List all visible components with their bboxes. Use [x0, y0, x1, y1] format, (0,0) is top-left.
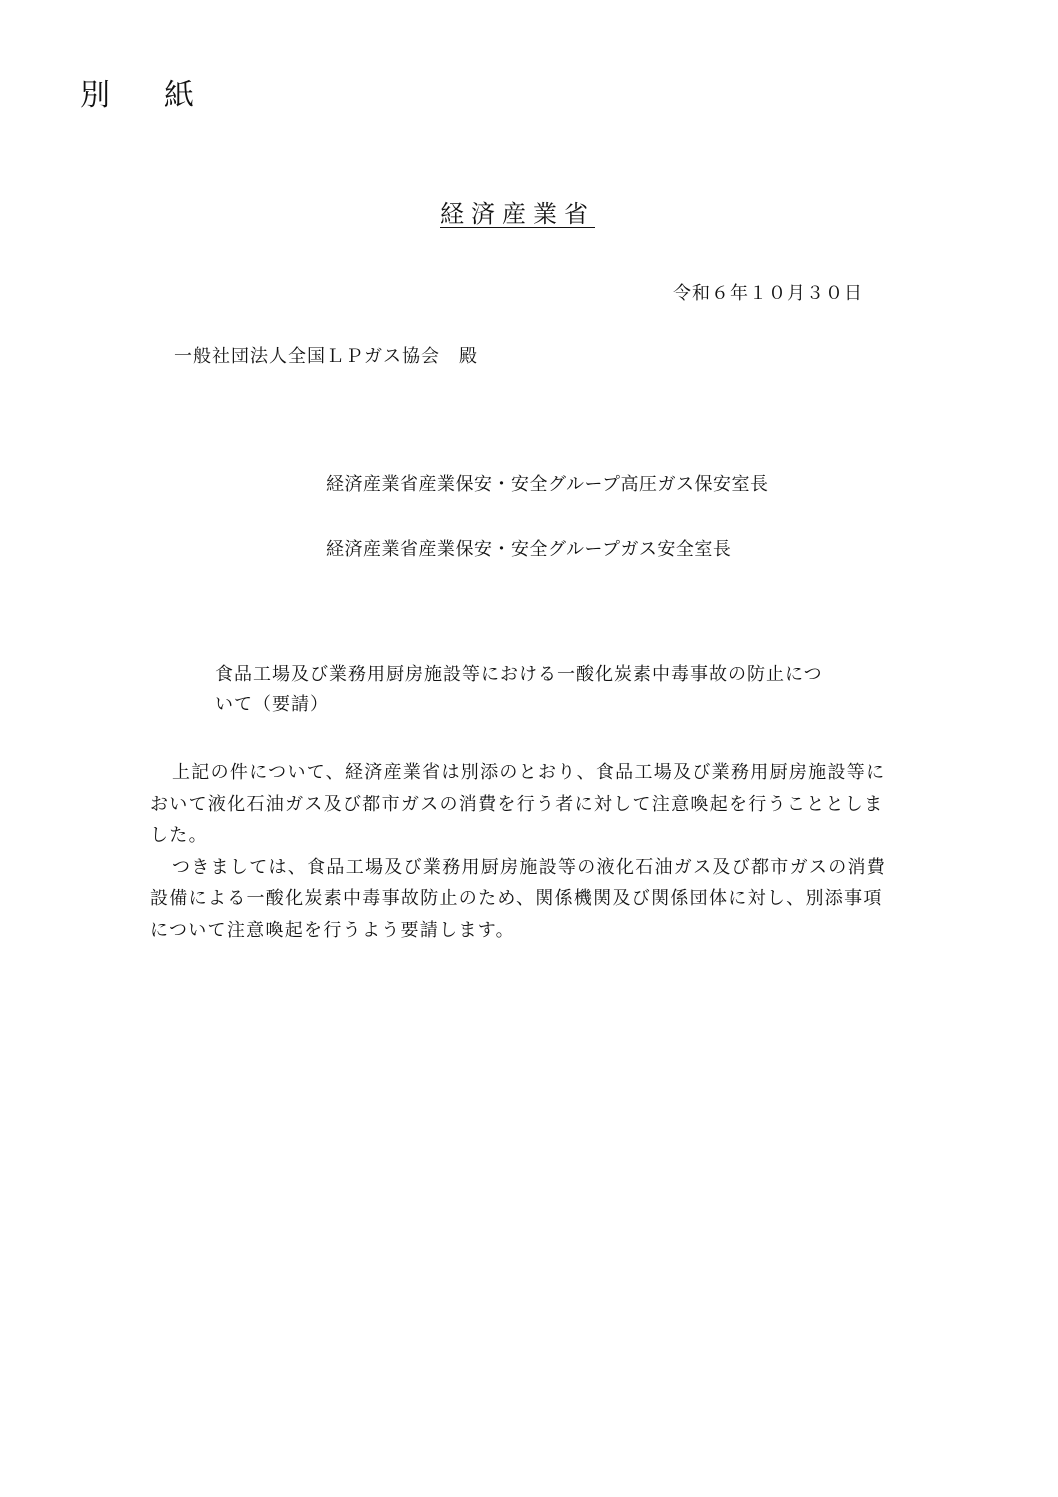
- annex-label: 別 紙: [80, 78, 206, 113]
- ministry-title: 経済産業省: [440, 200, 595, 228]
- body-line: 設備による一酸化炭素中毒事故防止のため、関係機関及び関係団体に対し、別添事項: [150, 888, 883, 909]
- subject: [215, 660, 855, 720]
- body-line: つきましては、食品工場及び業務用厨房施設等の液化石油ガス及び都市ガスの消費: [172, 856, 887, 878]
- body-line: 上記の件について、経済産業省は別添のとおり、食品工場及び業務用厨房施設等に: [172, 762, 886, 783]
- sender-gas-safety-office: 経済産業省産業保安・安全グループガス安全室長: [326, 539, 732, 560]
- addressee: 一般社団法人全国ＬＰガス協会 殿: [174, 346, 478, 367]
- subject-line: いて（要請）: [215, 694, 329, 715]
- body-text: [150, 757, 930, 946]
- subject-line: 食品工場及び業務用厨房施設等における一酸化炭素中毒事故の防止につ: [215, 664, 823, 685]
- body-line: について注意喚起を行うよう要請します。: [150, 919, 515, 941]
- document-date: 令和６年１０月３０日: [673, 283, 863, 304]
- body-line: おいて液化石油ガス及び都市ガスの消費を行う者に対して注意喚起を行うこととしま: [150, 793, 884, 815]
- sender-high-pressure-gas-office: 経済産業省産業保安・安全グループ高圧ガス保安室長: [326, 474, 769, 495]
- body-line: した。: [150, 825, 208, 846]
